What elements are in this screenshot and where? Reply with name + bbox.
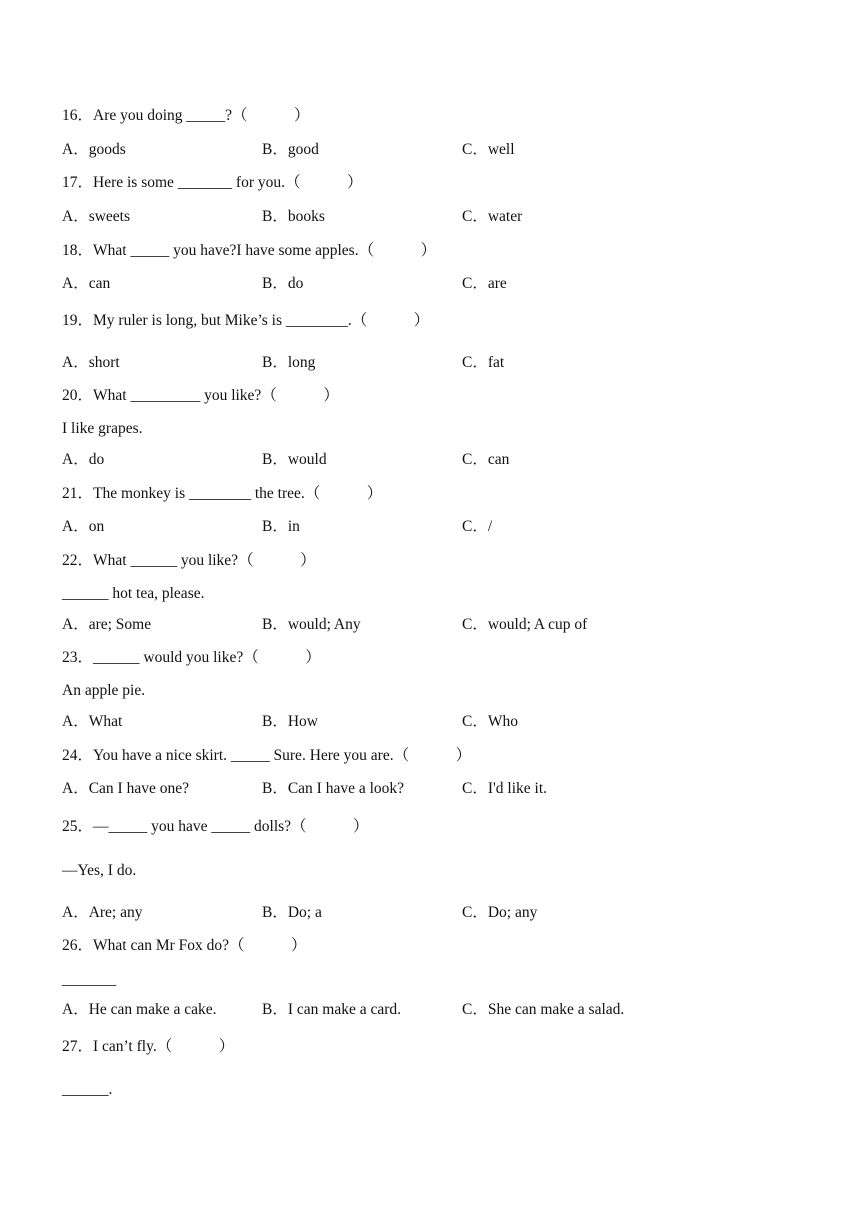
options-19 [62,353,822,373]
question-18: 18．What _____ you have?I have some apples.（ ） [62,242,437,259]
options-26 [62,1000,822,1020]
question-20: 20．What _________ you like?（ ） [62,387,339,404]
answer-line-20: I like grapes. [62,420,143,437]
option-a: A．do [62,451,105,468]
options-17 [62,207,822,227]
option-a: A．goods [62,141,126,158]
options-22 [62,615,822,635]
option-a: A．can [62,275,111,292]
options-25 [62,903,822,923]
option-c: C．fat [462,354,505,371]
option-a: A．short [62,354,120,371]
option-a: A．He can make a cake. [62,1001,217,1018]
answer-line-23: An apple pie. [62,682,146,699]
options-20 [62,450,822,470]
option-b: B．books [262,208,325,225]
option-c: C．water [462,208,523,225]
option-b: B．I can make a card. [262,1001,402,1018]
option-a: A．Are; any [62,904,143,921]
option-b: B．Can I have a look? [262,780,405,797]
options-21 [62,517,822,537]
options-23 [62,712,822,732]
option-a: A．on [62,518,105,535]
answer-line-27: ______. [62,1081,113,1098]
option-b: B．Do; a [262,904,322,921]
answer-line-22: ______ hot tea, please. [62,585,205,602]
option-b: B．would; Any [262,616,361,633]
option-c: C．Who [462,713,518,730]
question-16: 16．Are you doing _____?（ ） [62,107,310,124]
option-c: C．can [462,451,510,468]
option-c: C．would; A cup of [462,616,588,633]
options-18 [62,274,822,294]
option-b: B．long [262,354,316,371]
question-24: 24．You have a nice skirt. _____ Sure. Here you are.（ ） [62,747,472,764]
option-c: C．Do; any [462,904,538,921]
option-a: A．What [62,713,123,730]
option-c: C．/ [462,518,493,535]
option-a: A．are; Some [62,616,152,633]
question-21: 21．The monkey is ________ the tree.（ ） [62,485,383,502]
options-16 [62,140,822,160]
option-b: B．How [262,713,318,730]
question-22: 22．What ______ you like?（ ） [62,552,316,569]
option-b: B．do [262,275,304,292]
answer-line-26: _______ [62,971,117,988]
option-b: B．good [262,141,319,158]
question-26: 26．What can Mr Fox do?（ ） [62,937,307,954]
option-a: A．Can I have one? [62,780,189,797]
options-24 [62,779,822,799]
question-25: 25．—_____ you have _____ dolls?（ ） [62,818,369,835]
question-19: 19．My ruler is long, but Mike’s is ________.（ ） [62,312,430,329]
question-27: 27．I can’t fly.（ ） [62,1038,235,1055]
option-c: C．She can make a salad. [462,1001,625,1018]
question-17: 17．Here is some _______ for you.（ ） [62,174,363,191]
option-c: C．I'd like it. [462,780,548,797]
option-c: C．are [462,275,507,292]
option-b: B．would [262,451,327,468]
answer-line-25: —Yes, I do. [62,862,137,879]
option-c: C．well [462,141,515,158]
option-b: B．in [262,518,300,535]
question-23: 23．______ would you like?（ ） [62,649,321,666]
option-a: A．sweets [62,208,131,225]
